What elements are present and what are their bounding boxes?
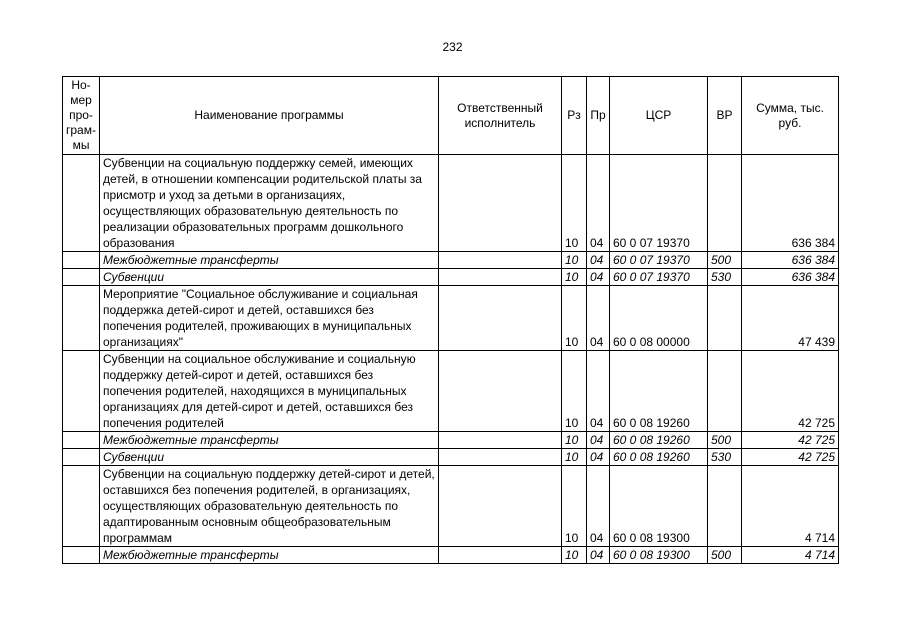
cell-sum: 47 439 — [742, 286, 839, 351]
cell-program-name: Субвенции — [100, 449, 439, 466]
cell-program-number — [63, 286, 100, 351]
cell-program-number — [63, 252, 100, 269]
cell-rz: 10 — [562, 286, 587, 351]
cell-program-name: Мероприятие "Социальное обслуживание и социальная поддержка детей-сирот и детей, оставшихся без попечения родителей, проживающих в муниципальных организациях" — [100, 286, 439, 351]
cell-csr: 60 0 08 19300 — [610, 547, 708, 564]
cell-sum: 42 725 — [742, 351, 839, 432]
cell-csr: 60 0 08 19260 — [610, 351, 708, 432]
cell-program-name: Субвенции на социальную поддержку детей-сирот и детей, оставшихся без попечения родителей, в организациях, осуществляющих образовательную деятельность по адаптированным основным общеобразовательным программам — [100, 466, 439, 547]
cell-csr: 60 0 08 19300 — [610, 466, 708, 547]
cell-responsible — [439, 432, 562, 449]
cell-vr — [708, 351, 742, 432]
cell-rz: 10 — [562, 466, 587, 547]
cell-csr: 60 0 07 19370 — [610, 269, 708, 286]
cell-vr: 500 — [708, 547, 742, 564]
cell-rz: 10 — [562, 449, 587, 466]
cell-csr: 60 0 08 19260 — [610, 449, 708, 466]
header-pr: Пр — [587, 77, 610, 155]
cell-responsible — [439, 252, 562, 269]
cell-program-number — [63, 269, 100, 286]
cell-sum: 636 384 — [742, 269, 839, 286]
cell-vr — [708, 155, 742, 252]
header-row — [63, 77, 839, 155]
cell-vr: 530 — [708, 449, 742, 466]
header-rz: Рз — [562, 77, 587, 155]
cell-program-name: Субвенции — [100, 269, 439, 286]
cell-rz: 10 — [562, 351, 587, 432]
cell-program-number — [63, 432, 100, 449]
cell-program-name: Межбюджетные трансферты — [100, 432, 439, 449]
header-program-number-text: Но- мер про- грам- мы — [66, 78, 96, 152]
cell-pr: 04 — [587, 351, 610, 432]
table-row — [63, 252, 839, 269]
table-body — [63, 155, 839, 564]
cell-sum: 4 714 — [742, 466, 839, 547]
cell-responsible — [439, 286, 562, 351]
cell-program-name: Субвенции на социальное обслуживание и социальную поддержку детей-сирот и детей, оставшихся без попечения родителей, находящихся в муниципальных организациях для детей-сирот и детей, оставшихся без попечения родителей — [100, 351, 439, 432]
cell-vr: 500 — [708, 432, 742, 449]
cell-vr — [708, 286, 742, 351]
header-responsible: Ответственный исполнитель — [439, 77, 562, 155]
cell-sum: 42 725 — [742, 449, 839, 466]
cell-vr: 530 — [708, 269, 742, 286]
cell-vr: 500 — [708, 252, 742, 269]
cell-program-number — [63, 466, 100, 547]
cell-responsible — [439, 269, 562, 286]
page-number: 232 — [442, 40, 463, 54]
cell-responsible — [439, 466, 562, 547]
cell-responsible — [439, 547, 562, 564]
table-row — [63, 466, 839, 547]
cell-rz: 10 — [562, 252, 587, 269]
cell-program-name: Межбюджетные трансферты — [100, 547, 439, 564]
cell-csr: 60 0 07 19370 — [610, 252, 708, 269]
cell-csr: 60 0 08 00000 — [610, 286, 708, 351]
cell-pr: 04 — [587, 269, 610, 286]
table-row — [63, 286, 839, 351]
table-row — [63, 449, 839, 466]
cell-pr: 04 — [587, 466, 610, 547]
table-row — [63, 155, 839, 252]
cell-rz: 10 — [562, 269, 587, 286]
cell-csr: 60 0 07 19370 — [610, 155, 708, 252]
cell-pr: 04 — [587, 286, 610, 351]
cell-rz: 10 — [562, 432, 587, 449]
cell-program-name: Субвенции на социальную поддержку семей, имеющих детей, в отношении компенсации родительской платы за присмотр и уход за детьми в организациях, осуществляющих образовательную деятельность по реализации образовательных программ дошкольного образования — [100, 155, 439, 252]
table-row — [63, 351, 839, 432]
cell-pr: 04 — [587, 547, 610, 564]
header-vr: ВР — [708, 77, 742, 155]
cell-csr: 60 0 08 19260 — [610, 432, 708, 449]
cell-pr: 04 — [587, 449, 610, 466]
header-program-name: Наименование программы — [100, 77, 439, 155]
cell-pr: 04 — [587, 155, 610, 252]
header-csr: ЦСР — [610, 77, 708, 155]
header-sum: Сумма, тыс. руб. — [742, 77, 839, 155]
cell-pr: 04 — [587, 432, 610, 449]
cell-sum: 636 384 — [742, 252, 839, 269]
table-row — [63, 432, 839, 449]
cell-program-number — [63, 449, 100, 466]
cell-program-number — [63, 351, 100, 432]
header-program-number — [63, 77, 100, 155]
cell-responsible — [439, 351, 562, 432]
cell-rz: 10 — [562, 155, 587, 252]
cell-rz: 10 — [562, 547, 587, 564]
cell-responsible — [439, 449, 562, 466]
cell-responsible — [439, 155, 562, 252]
table-row — [63, 547, 839, 564]
cell-sum: 636 384 — [742, 155, 839, 252]
cell-vr — [708, 466, 742, 547]
table-row — [63, 269, 839, 286]
cell-pr: 04 — [587, 252, 610, 269]
cell-program-name: Межбюджетные трансферты — [100, 252, 439, 269]
budget-table — [62, 76, 839, 564]
cell-program-number — [63, 547, 100, 564]
cell-sum: 42 725 — [742, 432, 839, 449]
cell-program-number — [63, 155, 100, 252]
cell-sum: 4 714 — [742, 547, 839, 564]
